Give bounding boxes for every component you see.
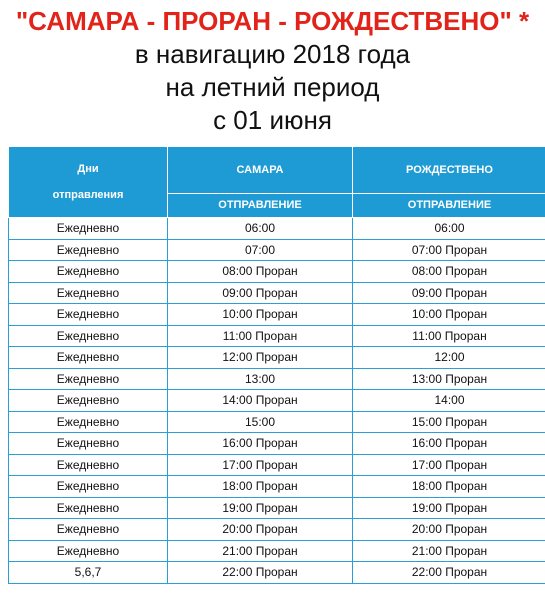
rozhdestveno-time-cell: 17:00 Проран <box>353 454 545 476</box>
season-line: в навигацию 2018 года <box>134 39 411 69</box>
samara-column-header: САМАРА <box>168 147 353 194</box>
footnote-asterisk: * <box>519 6 530 36</box>
schedule-table <box>8 146 545 584</box>
table-row <box>9 239 545 261</box>
days-cell: Ежедневно <box>9 304 168 326</box>
days-header-line1: Дни <box>77 163 99 175</box>
rozhdestveno-time-cell: 06:00 <box>353 218 545 240</box>
rozhdestveno-time-cell: 20:00 Проран <box>353 519 545 541</box>
days-cell: Ежедневно <box>9 519 168 541</box>
table-row <box>9 282 545 304</box>
days-cell: Ежедневно <box>9 433 168 455</box>
samara-time-cell: 09:00 Проран <box>168 282 353 304</box>
period-line: на летний период <box>165 72 380 102</box>
rozhdestveno-time-cell: 11:00 Проран <box>353 325 545 347</box>
schedule-header <box>0 0 545 137</box>
days-cell: Ежедневно <box>9 261 168 283</box>
samara-time-cell: 15:00 <box>168 411 353 433</box>
samara-time-cell: 12:00 Проран <box>168 347 353 369</box>
rozhdestveno-time-cell: 10:00 Проран <box>353 304 545 326</box>
days-cell: Ежедневно <box>9 497 168 519</box>
days-cell: Ежедневно <box>9 368 168 390</box>
samara-time-cell: 16:00 Проран <box>168 433 353 455</box>
rozhdestveno-time-cell: 07:00 Проран <box>353 239 545 261</box>
days-cell: Ежедневно <box>9 476 168 498</box>
table-row <box>9 540 545 562</box>
route-title <box>0 0 545 38</box>
samara-time-cell: 08:00 Проран <box>168 261 353 283</box>
days-cell: Ежедневно <box>9 325 168 347</box>
table-row <box>9 454 545 476</box>
table-row <box>9 411 545 433</box>
days-cell: Ежедневно <box>9 454 168 476</box>
table-row <box>9 325 545 347</box>
days-header-line2: отправления <box>52 189 124 201</box>
table-row <box>9 390 545 412</box>
days-cell: Ежедневно <box>9 282 168 304</box>
samara-time-cell: 19:00 Проран <box>168 497 353 519</box>
samara-time-cell: 07:00 <box>168 239 353 261</box>
samara-time-cell: 20:00 Проран <box>168 519 353 541</box>
days-cell: Ежедневно <box>9 390 168 412</box>
samara-time-cell: 11:00 Проран <box>168 325 353 347</box>
table-row <box>9 218 545 240</box>
rozhdestveno-time-cell: 14:00 <box>353 390 545 412</box>
rozhdestveno-time-cell: 19:00 Проран <box>353 497 545 519</box>
rozhdestveno-departure-header: ОТПРАВЛЕНИЕ <box>353 193 545 217</box>
table-row <box>9 261 545 283</box>
table-row <box>9 519 545 541</box>
rozhdestveno-time-cell: 13:00 Проран <box>353 368 545 390</box>
samara-time-cell: 17:00 Проран <box>168 454 353 476</box>
rozhdestveno-time-cell: 15:00 Проран <box>353 411 545 433</box>
start-date-line: с 01 июня <box>213 105 332 135</box>
rozhdestveno-time-cell: 18:00 Проран <box>353 476 545 498</box>
rozhdestveno-time-cell: 09:00 Проран <box>353 282 545 304</box>
samara-time-cell: 18:00 Проран <box>168 476 353 498</box>
rozhdestveno-time-cell: 08:00 Проран <box>353 261 545 283</box>
samara-time-cell: 10:00 Проран <box>168 304 353 326</box>
rozhdestveno-time-cell: 12:00 <box>353 347 545 369</box>
samara-time-cell: 13:00 <box>168 368 353 390</box>
table-row <box>9 347 545 369</box>
samara-time-cell: 22:00 Проран <box>168 562 353 584</box>
route-name: "САМАРА - ПРОРАН - РОЖДЕСТВЕНО" <box>15 6 512 36</box>
days-cell: Ежедневно <box>9 218 168 240</box>
rozhdestveno-column-header: РОЖДЕСТВЕНО <box>353 147 545 194</box>
rozhdestveno-time-cell: 22:00 Проран <box>353 562 545 584</box>
days-cell: Ежедневно <box>9 411 168 433</box>
samara-departure-header: ОТПРАВЛЕНИЕ <box>168 193 353 217</box>
rozhdestveno-time-cell: 16:00 Проран <box>353 433 545 455</box>
samara-time-cell: 21:00 Проран <box>168 540 353 562</box>
rozhdestveno-time-cell: 21:00 Проран <box>353 540 545 562</box>
table-row <box>9 562 545 584</box>
table-row <box>9 368 545 390</box>
table-row <box>9 497 545 519</box>
schedule-body <box>9 218 545 584</box>
days-column-header <box>9 147 168 218</box>
days-cell: Ежедневно <box>9 239 168 261</box>
samara-time-cell: 14:00 Проран <box>168 390 353 412</box>
table-row <box>9 304 545 326</box>
table-row <box>9 433 545 455</box>
days-cell: 5,6,7 <box>9 562 168 584</box>
days-cell: Ежедневно <box>9 540 168 562</box>
days-cell: Ежедневно <box>9 347 168 369</box>
samara-time-cell: 06:00 <box>168 218 353 240</box>
table-row <box>9 476 545 498</box>
